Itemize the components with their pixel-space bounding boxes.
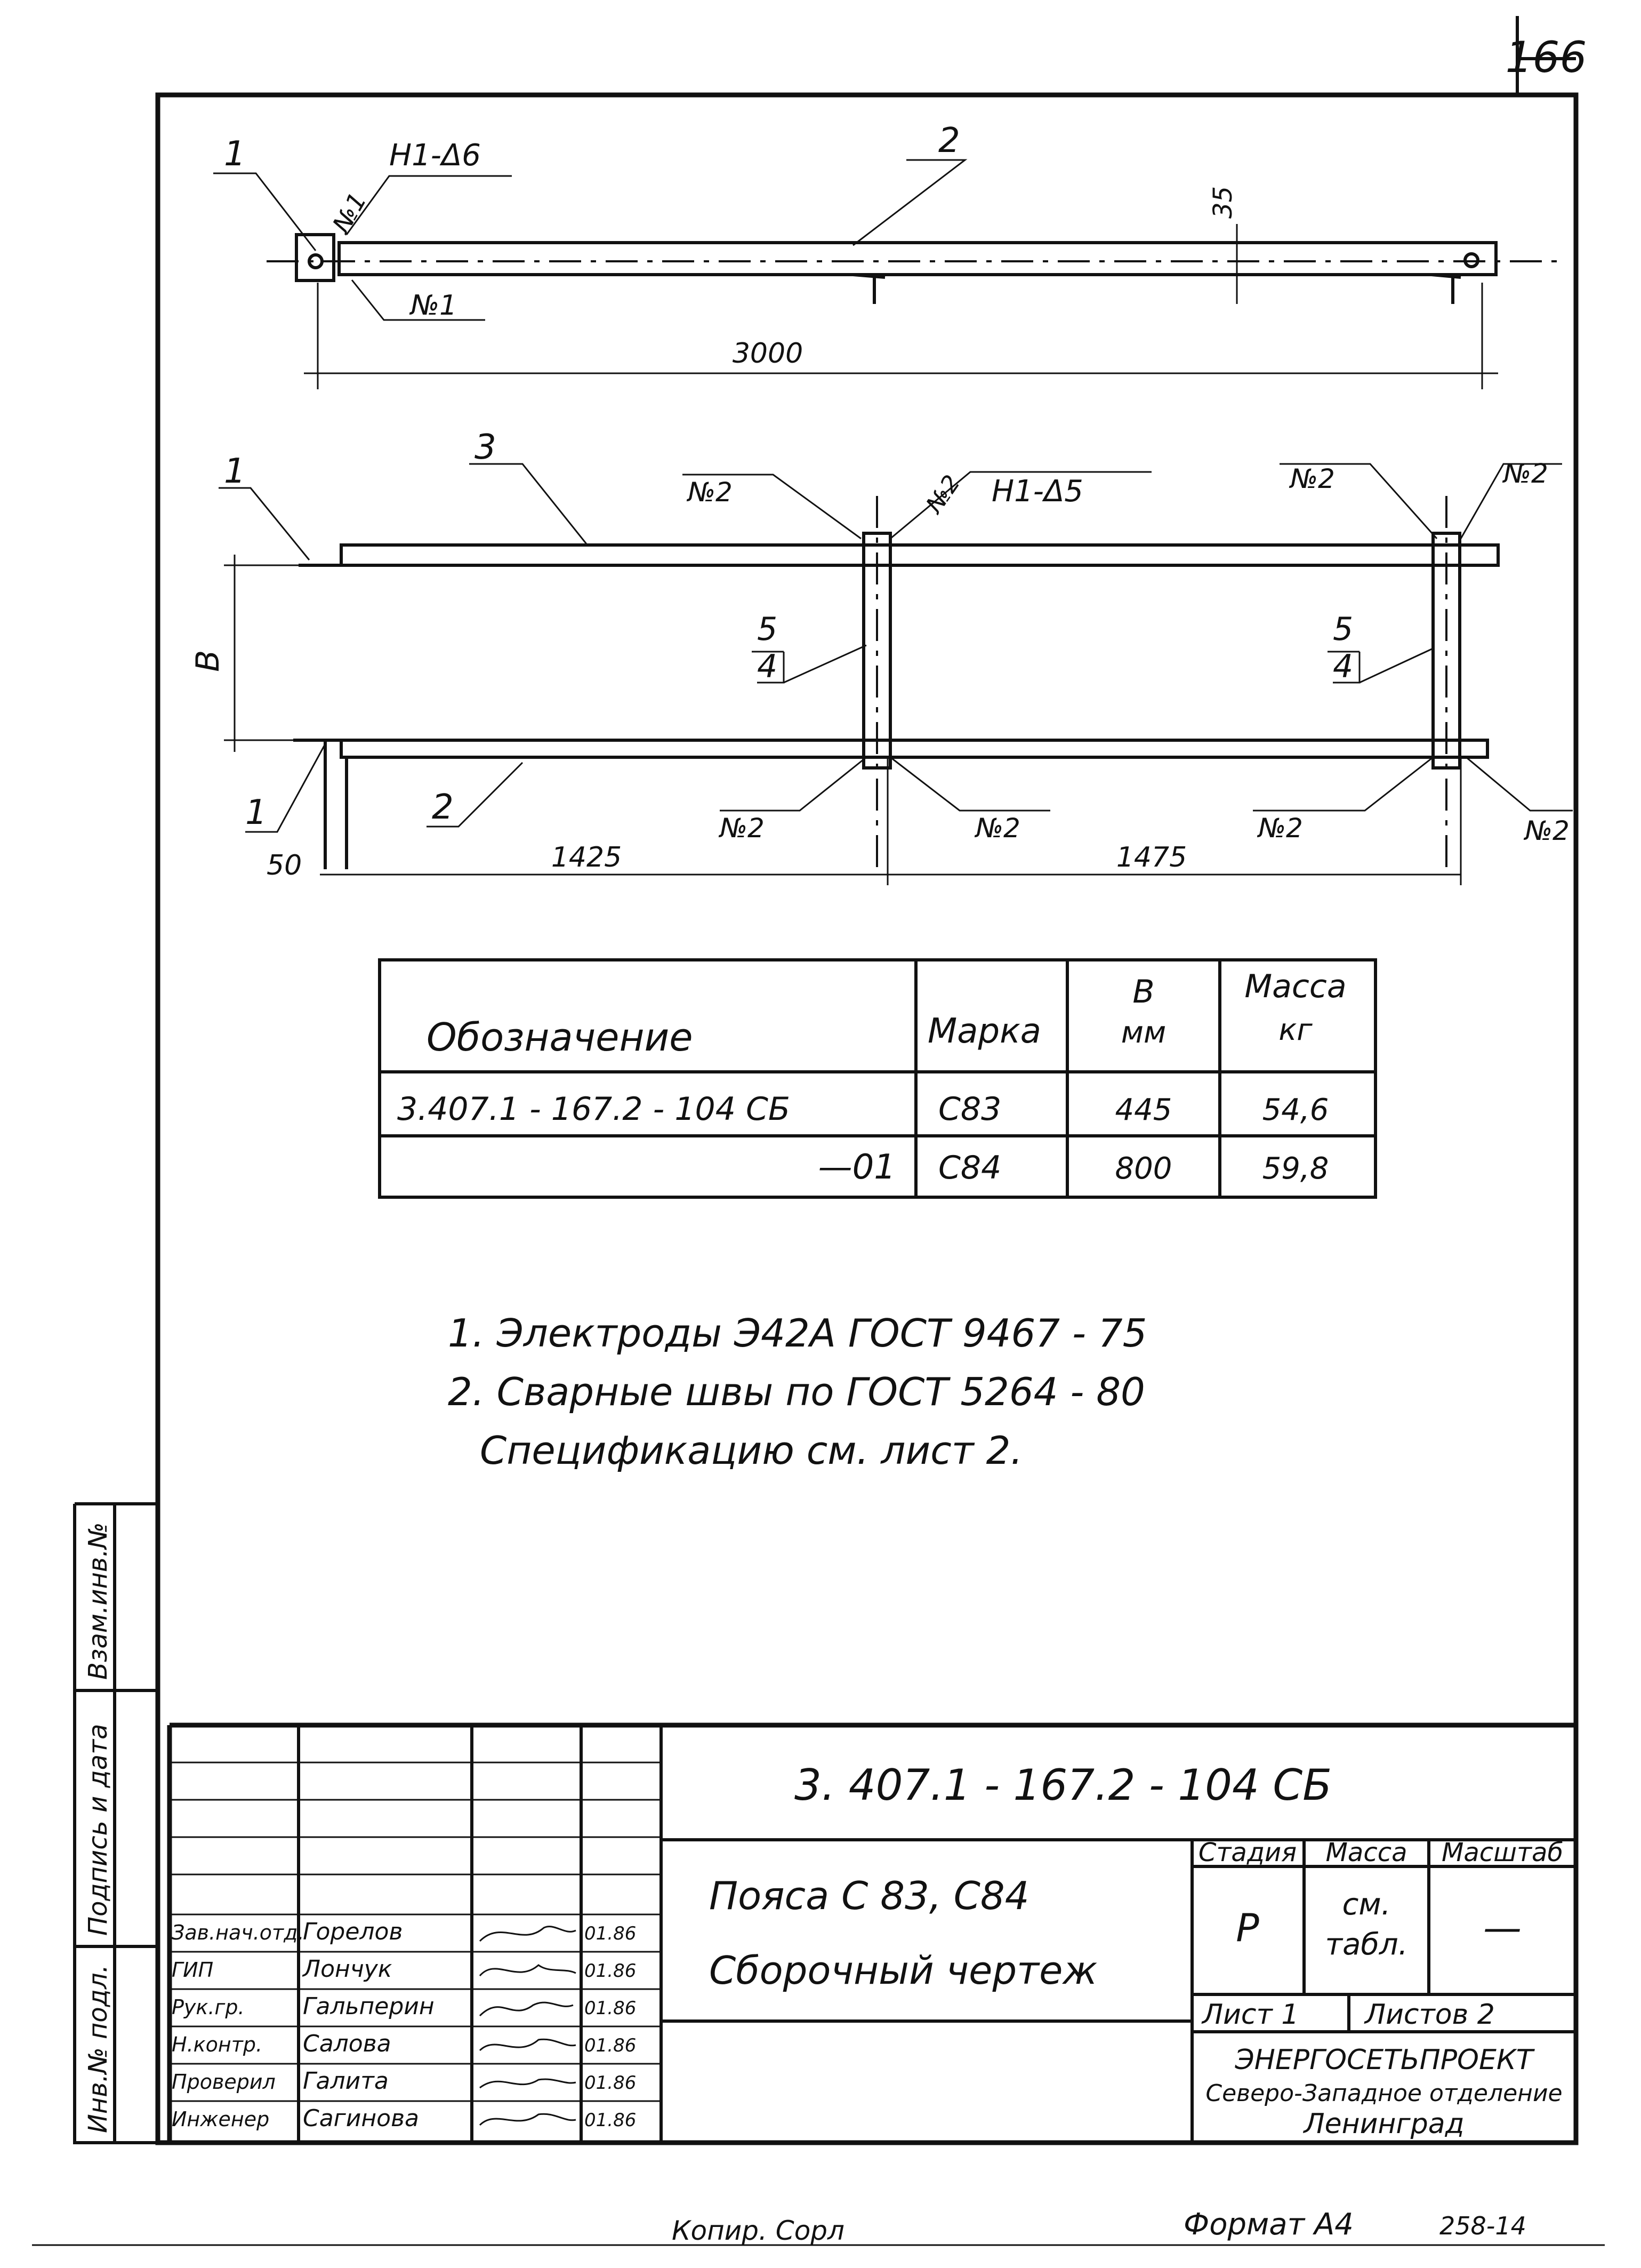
leader-2-line bbox=[853, 160, 965, 245]
tb-stage-value: Р bbox=[1236, 1905, 1259, 1950]
top-end-plate bbox=[296, 235, 334, 281]
weld-h1d5: Н1-Δ5 bbox=[992, 474, 1083, 509]
signer-date: 01.86 bbox=[584, 2072, 637, 2094]
tb-code: 3. 407.1 - 167.2 - 104 СБ bbox=[794, 1760, 1332, 1810]
signer-date: 01.86 bbox=[584, 2035, 637, 2056]
signer-role: ГИП bbox=[172, 1958, 214, 1982]
signer-date: 01.86 bbox=[584, 1998, 637, 2019]
dim-35-line bbox=[1224, 224, 1250, 304]
weld-n2-e-line bbox=[890, 757, 1050, 811]
signers bbox=[172, 1918, 636, 2132]
row2-designation: —01 bbox=[818, 1148, 896, 1187]
signer-role: Проверил bbox=[172, 2070, 276, 2094]
signer-date: 01.86 bbox=[584, 1960, 637, 1982]
tb-name-1: Пояса С 83, С84 bbox=[709, 1873, 1029, 1918]
weld-n2-g: №2 bbox=[1525, 815, 1570, 846]
row2-b: 800 bbox=[1115, 1151, 1172, 1186]
leader-1-top-line bbox=[219, 488, 309, 560]
signer-name: Салова bbox=[303, 2030, 391, 2057]
dim-50: 50 bbox=[267, 850, 302, 881]
leader-1-bot: 1 bbox=[245, 793, 267, 832]
footer bbox=[32, 2207, 1605, 2246]
th-b: В bbox=[1132, 973, 1155, 1011]
dim-1475: 1475 bbox=[1116, 842, 1187, 873]
leader-2: 2 bbox=[938, 121, 960, 161]
top-view bbox=[213, 121, 1562, 389]
tb-org-1: ЭНЕРГОСЕТЬПРОЕКТ bbox=[1235, 2044, 1533, 2076]
dim-3000: 3000 bbox=[732, 338, 803, 370]
signer-date: 01.86 bbox=[584, 1923, 637, 1944]
th-mark: Марка bbox=[928, 1012, 1041, 1051]
tb-org-2: Северо-Западное отделение bbox=[1205, 2080, 1563, 2107]
sheet-number: 166 bbox=[1505, 33, 1587, 82]
signer-name: Сагинова bbox=[303, 2105, 419, 2132]
weld-n2-a: №2 bbox=[688, 477, 733, 508]
weld-n2-f-line bbox=[1253, 757, 1433, 811]
footer-copied: Копир. Сорл bbox=[672, 2215, 844, 2246]
weld-n2-d-line bbox=[720, 757, 866, 811]
th-b-unit: мм bbox=[1121, 1015, 1167, 1050]
leader-2-plan: 2 bbox=[432, 788, 454, 827]
th-mass-unit: кг bbox=[1278, 1013, 1313, 1047]
tb-scale-value: — bbox=[1483, 1905, 1522, 1950]
plan-end-plate bbox=[325, 741, 347, 869]
tb-name-2: Сборочный чертеж bbox=[709, 1948, 1098, 1993]
weld-no1-top: №1 bbox=[326, 187, 373, 238]
plan-view bbox=[189, 428, 1573, 885]
leader-5a: 5 bbox=[757, 611, 778, 648]
top-lug-1 bbox=[853, 275, 885, 304]
weld-n2-b: №2 bbox=[1290, 463, 1335, 494]
dim-b: В bbox=[189, 650, 227, 672]
tb-sheet: Лист 1 bbox=[1202, 1999, 1299, 2031]
dim-35: 35 bbox=[1208, 186, 1238, 219]
top-lug-2 bbox=[1431, 275, 1461, 304]
leader-1: 1 bbox=[224, 134, 246, 174]
signer-role: Рук.гр. bbox=[172, 1995, 245, 2019]
drawing-frame bbox=[158, 95, 1576, 2143]
tb-stage-label: Стадия bbox=[1198, 1838, 1297, 1868]
note-1: 1. Электроды Э42А ГОСТ 9467 - 75 bbox=[448, 1311, 1147, 1356]
title-block bbox=[170, 1725, 1576, 2143]
row1-mark: С83 bbox=[938, 1091, 1002, 1128]
row2-mark: С84 bbox=[938, 1149, 1002, 1187]
signer-name: Гальперин bbox=[303, 1993, 435, 2020]
signer-date: 01.86 bbox=[584, 2110, 637, 2131]
leader-3-line bbox=[469, 464, 586, 544]
leader-4b: 4 bbox=[1333, 648, 1354, 685]
dim-3000-line bbox=[304, 283, 1498, 389]
footer-archive: 258-14 bbox=[1439, 2211, 1526, 2240]
signer-name: Галита bbox=[303, 2067, 389, 2095]
notes bbox=[448, 1311, 1147, 1473]
leader-1-top: 1 bbox=[224, 452, 246, 491]
weld-n2-g-line bbox=[1466, 757, 1573, 811]
marks-table bbox=[380, 960, 1375, 1197]
tb-mass-value-2: табл. bbox=[1325, 1927, 1408, 1962]
side-stamp-inv: Инв.№ подл. bbox=[83, 1965, 113, 2133]
tb-org-3: Ленинград bbox=[1304, 2108, 1465, 2140]
signer-role: Инженер bbox=[172, 2107, 270, 2131]
leader-4a: 4 bbox=[757, 648, 778, 685]
side-stamp bbox=[75, 1504, 158, 2143]
row1-b: 445 bbox=[1115, 1093, 1172, 1127]
weld-n2-rot: №2 bbox=[921, 470, 966, 518]
row1-mass: 54,6 bbox=[1262, 1093, 1329, 1127]
signer-role: Зав.нач.отд. bbox=[172, 1921, 304, 1944]
weld-no1-bottom: №1 bbox=[411, 290, 457, 322]
plan-strut-axes bbox=[877, 496, 1446, 875]
th-designation: Обозначение bbox=[427, 1015, 693, 1060]
leader-3: 3 bbox=[474, 428, 496, 467]
th-mass: Масса bbox=[1244, 968, 1347, 1005]
signer-role: Н.контр. bbox=[172, 2033, 263, 2056]
weld-n2-e: №2 bbox=[976, 813, 1020, 844]
leader-1-line bbox=[213, 173, 316, 251]
weld-n2-f: №2 bbox=[1258, 813, 1303, 844]
weld-n2-d: №2 bbox=[720, 813, 765, 844]
signer-name: Лончук bbox=[303, 1956, 392, 1983]
footer-format: Формат А4 bbox=[1184, 2207, 1354, 2242]
row2-mass: 59,8 bbox=[1262, 1151, 1329, 1186]
signer-name: Горелов bbox=[303, 1918, 403, 1945]
dim-1425: 1425 bbox=[551, 842, 622, 873]
tb-sheets: Листов 2 bbox=[1365, 1999, 1495, 2031]
row1-designation: 3.407.1 - 167.2 - 104 СБ bbox=[397, 1091, 791, 1128]
plan-chord-top bbox=[299, 545, 1498, 565]
tb-scale-label: Масштаб bbox=[1441, 1838, 1564, 1868]
weld-n2-c: №2 bbox=[1503, 458, 1548, 489]
tb-mass-label: Масса bbox=[1325, 1838, 1407, 1868]
dim-b-line bbox=[224, 555, 331, 752]
note-2: 2. Сварные швы по ГОСТ 5264 - 80 bbox=[448, 1369, 1145, 1414]
side-stamp-replace: Взам.инв.№ bbox=[83, 1522, 113, 1680]
tb-mass-value-1: см. bbox=[1342, 1887, 1391, 1922]
side-stamp-sign: Подпись и дата bbox=[83, 1724, 113, 1936]
weld-h1: Н1-Δ6 bbox=[389, 138, 481, 173]
top-chord bbox=[339, 243, 1496, 275]
leader-5b: 5 bbox=[1333, 611, 1354, 648]
note-3: Спецификацию см. лист 2. bbox=[480, 1428, 1023, 1473]
weld-h1-line bbox=[347, 176, 512, 235]
